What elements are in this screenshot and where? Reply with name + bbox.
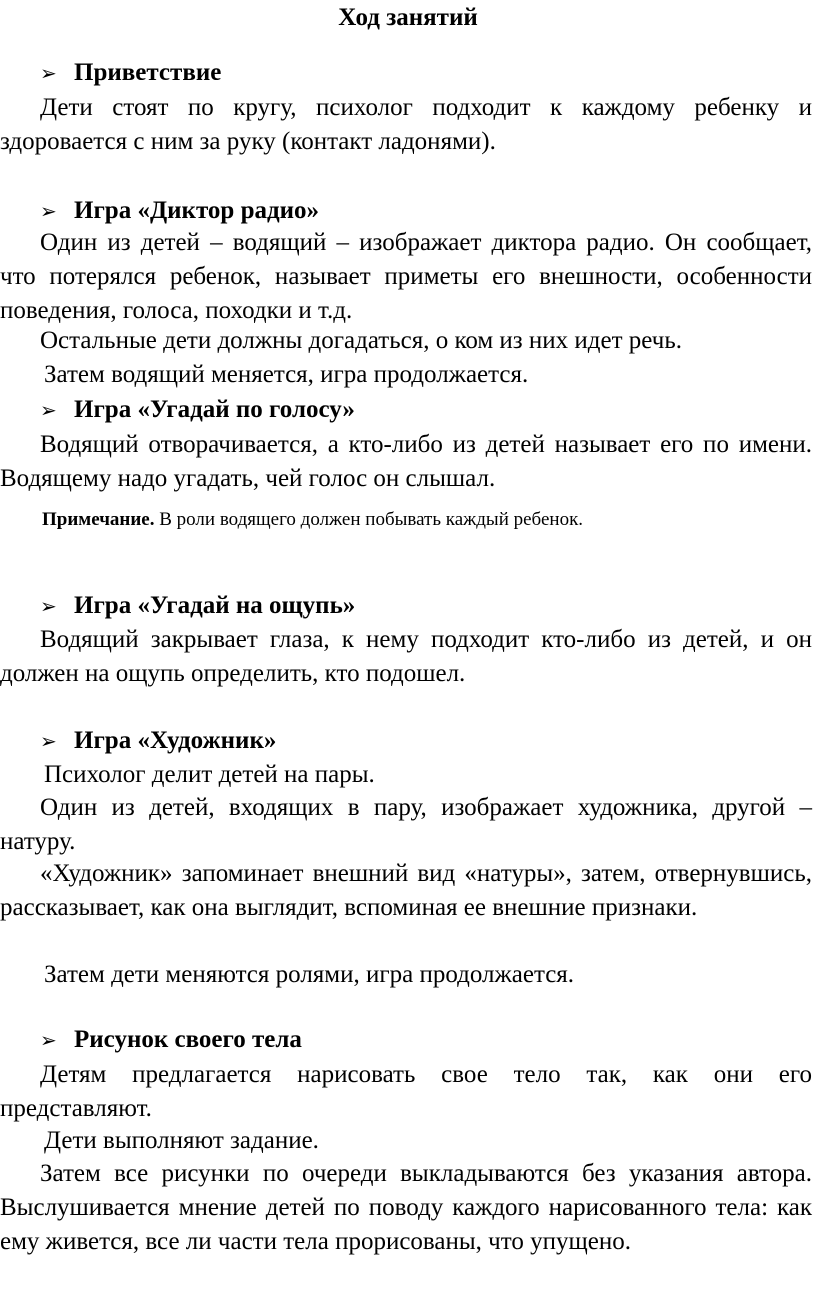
paragraph: Дети стоят по кругу, психолог подходит к каждому ребенку и здоровается с ним за руку (контакт ладонями). xyxy=(0,94,812,155)
arrowhead-bullet-icon: ➢ xyxy=(40,61,57,85)
paragraph: Один из детей, входящих в пару, изображает художника, другой – натуру. xyxy=(0,794,812,855)
heading-text: Приветствие xyxy=(74,59,222,86)
section-heading-artist xyxy=(40,725,276,757)
paragraph: Затем все рисунки по очереди выкладываются без указания автора. Выслушивается мнение детей по поводу каждого нарисованного тела: как ему живется, все ли части тела прорисованы, что упущено. xyxy=(0,1160,812,1255)
paragraph: Психолог делит детей на пары. xyxy=(44,761,375,788)
paragraph: Детям предлагается нарисовать свое тело так, как они его представляют. xyxy=(0,1061,812,1122)
arrowhead-bullet-icon: ➢ xyxy=(40,729,57,753)
note-text: В роли водящего должен побывать каждый ребенок. xyxy=(154,509,584,530)
heading-text: Рисунок своего тела xyxy=(74,1026,302,1053)
paragraph: Водящий закрывает глаза, к нему подходит кто-либо из детей, и он должен на ощупь определить, кто подошел. xyxy=(0,626,812,687)
section-heading-guess-by-touch xyxy=(40,590,355,622)
section-heading-body-drawing xyxy=(40,1024,302,1056)
arrowhead-bullet-icon: ➢ xyxy=(40,199,57,223)
heading-text: Игра «Угадай на ощупь» xyxy=(74,592,356,619)
heading-text: Игра «Диктор радио» xyxy=(74,197,320,224)
heading-text: Игра «Художник» xyxy=(74,727,277,754)
note xyxy=(42,507,583,533)
paragraph: «Художник» запоминает внешний вид «натуры», затем, отвернувшись, рассказывает, как она выглядит, вспоминая ее внешние признаки. xyxy=(0,860,812,921)
paragraph: Водящий отворачивается, а кто-либо из детей называет его по имени. Водящему надо угадать, чей голос он слышал. xyxy=(0,431,812,492)
arrowhead-bullet-icon: ➢ xyxy=(40,398,57,422)
paragraph: Затем дети меняются ролями, игра продолжается. xyxy=(44,961,575,988)
paragraph: Остальные дети должны догадаться, о ком из них идет речь. xyxy=(40,327,682,354)
page-title: Ход занятий xyxy=(338,4,478,31)
note-label: Примечание. xyxy=(42,509,155,530)
section-heading-radio-announcer xyxy=(40,195,319,227)
paragraph: Дети выполняют задание. xyxy=(44,1127,319,1154)
arrowhead-bullet-icon: ➢ xyxy=(40,594,57,618)
paragraph: Один из детей – водящий – изображает диктора радио. Он сообщает, что потерялся ребенок, называет приметы его внешности, особенности поведения, голоса, походки и т.д. xyxy=(0,229,812,324)
section-heading-greeting xyxy=(40,57,221,89)
paragraph: Затем водящий меняется, игра продолжается. xyxy=(44,361,529,388)
heading-text: Игра «Угадай по голосу» xyxy=(74,396,355,423)
arrowhead-bullet-icon: ➢ xyxy=(40,1028,57,1052)
section-heading-guess-by-voice xyxy=(40,394,355,426)
